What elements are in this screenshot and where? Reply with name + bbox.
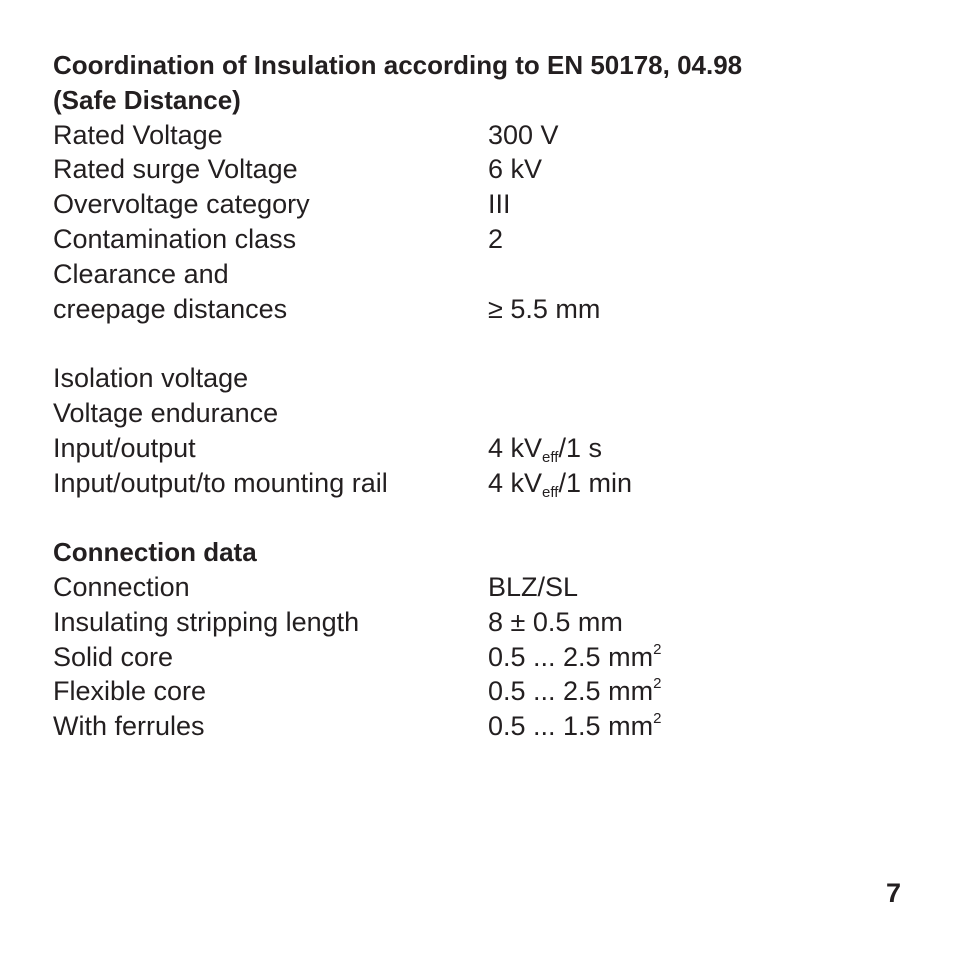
spec-label: Insulating stripping length <box>53 606 360 637</box>
value-text: 0.5 ... 2.5 mm <box>488 641 654 672</box>
spec-row-rated-surge-voltage <box>53 152 913 187</box>
value-suffix: /1 s <box>558 432 602 463</box>
insulation-heading-line2: (Safe Distance) <box>53 84 241 115</box>
section-spacer <box>53 500 913 535</box>
value-text: 0.5 ... 1.5 mm <box>488 711 654 742</box>
spec-value <box>488 431 602 466</box>
spec-row-with-ferrules <box>53 709 913 744</box>
spec-value: 300 V <box>488 119 559 150</box>
spec-label: Input/output/to mounting rail <box>53 467 388 498</box>
spec-value: 2 <box>488 223 504 254</box>
spec-value <box>488 709 661 744</box>
spec-label: With ferrules <box>53 711 205 742</box>
value-suffix: /1 min <box>558 467 632 498</box>
spec-value: III <box>488 189 511 220</box>
spec-label: Rated surge Voltage <box>53 154 298 185</box>
insulation-heading <box>53 48 913 83</box>
spec-label: Connection <box>53 571 190 602</box>
spec-row-clearance <box>53 257 913 292</box>
spec-label: Clearance and <box>53 258 229 289</box>
spec-row-stripping-length <box>53 605 913 640</box>
spec-label: Overvoltage category <box>53 189 310 220</box>
value-text: 0.5 ... 2.5 mm <box>488 676 654 707</box>
spec-label: Solid core <box>53 641 174 672</box>
value-superscript: 2 <box>653 640 662 658</box>
spec-value <box>488 466 632 501</box>
spec-row-connection <box>53 570 913 605</box>
section-spacer <box>53 326 913 361</box>
spec-row-creepage-distances <box>53 292 913 327</box>
spec-value <box>488 674 661 709</box>
spec-value <box>488 640 661 675</box>
value-superscript: 2 <box>653 675 662 693</box>
spec-label: Input/output <box>53 432 196 463</box>
document-page <box>53 48 913 744</box>
spec-label: Contamination class <box>53 223 297 254</box>
spec-row-input-output <box>53 431 913 466</box>
value-superscript: 2 <box>653 710 662 728</box>
connection-heading <box>53 535 913 570</box>
value-prefix: 4 kV <box>488 467 543 498</box>
spec-value: BLZ/SL <box>488 571 579 602</box>
insulation-heading-continued <box>53 83 913 118</box>
spec-label: Rated Voltage <box>53 119 223 150</box>
spec-value: 6 kV <box>488 154 543 185</box>
spec-row-isolation-voltage <box>53 361 913 396</box>
spec-row-overvoltage-category <box>53 187 913 222</box>
value-subscript: eff <box>542 448 559 466</box>
spec-label: creepage distances <box>53 293 288 324</box>
spec-row-rated-voltage <box>53 118 913 153</box>
connection-heading-text: Connection data <box>53 537 257 568</box>
spec-value: ≥ 5.5 mm <box>488 293 601 324</box>
spec-label: Isolation voltage <box>53 363 249 394</box>
insulation-heading-line1: Coordination of Insulation according to EN 50178, 04.98 <box>53 50 743 80</box>
value-prefix: 4 kV <box>488 432 543 463</box>
page-number: 7 <box>885 878 901 908</box>
spec-value: 8 ± 0.5 mm <box>488 606 623 637</box>
spec-row-voltage-endurance <box>53 396 913 431</box>
spec-row-solid-core <box>53 640 913 675</box>
value-subscript: eff <box>542 483 559 501</box>
spec-row-contamination-class <box>53 222 913 257</box>
spec-label: Flexible core <box>53 676 207 707</box>
spec-label: Voltage endurance <box>53 397 279 428</box>
spec-row-flexible-core <box>53 674 913 709</box>
spec-row-input-output-mounting-rail <box>53 466 913 501</box>
